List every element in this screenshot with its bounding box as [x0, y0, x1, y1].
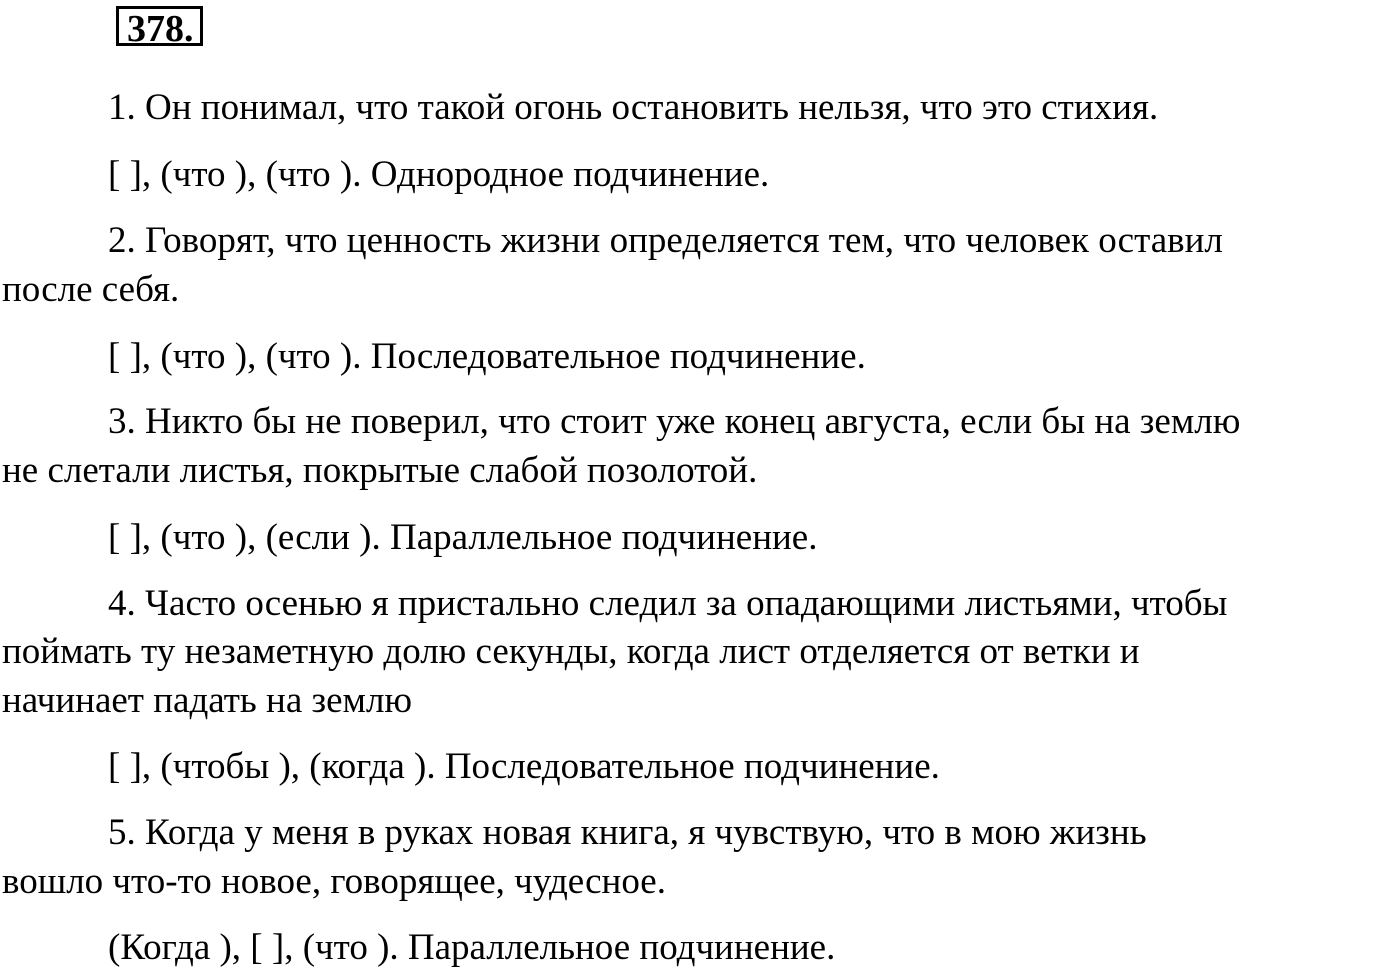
- sentence-5-line-1: 5. Когда у меня в руках новая книга, я чувствую, что в мою жизнь: [108, 812, 1147, 853]
- exercise-number-dot: .: [184, 8, 194, 50]
- scheme-5: (Когда ), [ ], (что ). Параллельное подчинение.: [108, 927, 836, 968]
- sentence-1: 1. Он понимал, что такой огонь остановить нельзя, что это стихия.: [108, 87, 1159, 128]
- sentence-3-line-2: не слетали листья, покрытые слабой позолотой.: [2, 450, 758, 491]
- sentence-4-line-3: начинает падать на землю: [2, 680, 413, 721]
- sentence-4-line-2: поймать ту незаметную долю секунды, когда лист отделяется от ветки и: [2, 631, 1140, 672]
- exercise-number: 378: [127, 8, 184, 50]
- exercise-header: [116, 6, 203, 50]
- scheme-2: [ ], (что ), (что ). Последовательное подчинение.: [108, 336, 866, 377]
- exercise-number-box: [116, 6, 203, 50]
- sentence-4-line-1: 4. Часто осенью я пристально следил за опадающими листьями, чтобы: [108, 583, 1228, 624]
- scheme-1: [ ], (что ), (что ). Однородное подчинение.: [108, 154, 770, 195]
- sentence-5-line-2: вошло что-то новое, говорящее, чудесное.: [2, 861, 666, 902]
- scheme-3: [ ], (что ), (если ). Параллельное подчинение.: [108, 517, 818, 558]
- sentence-3-line-1: 3. Никто бы не поверил, что стоит уже конец августа, если бы на землю: [108, 401, 1241, 442]
- sentence-2-line-1: 2. Говорят, что ценность жизни определяется тем, что человек оставил: [108, 220, 1223, 261]
- scheme-4: [ ], (чтобы ), (когда ). Последовательное подчинение.: [108, 746, 940, 787]
- sentence-2-line-2: после себя.: [2, 269, 180, 310]
